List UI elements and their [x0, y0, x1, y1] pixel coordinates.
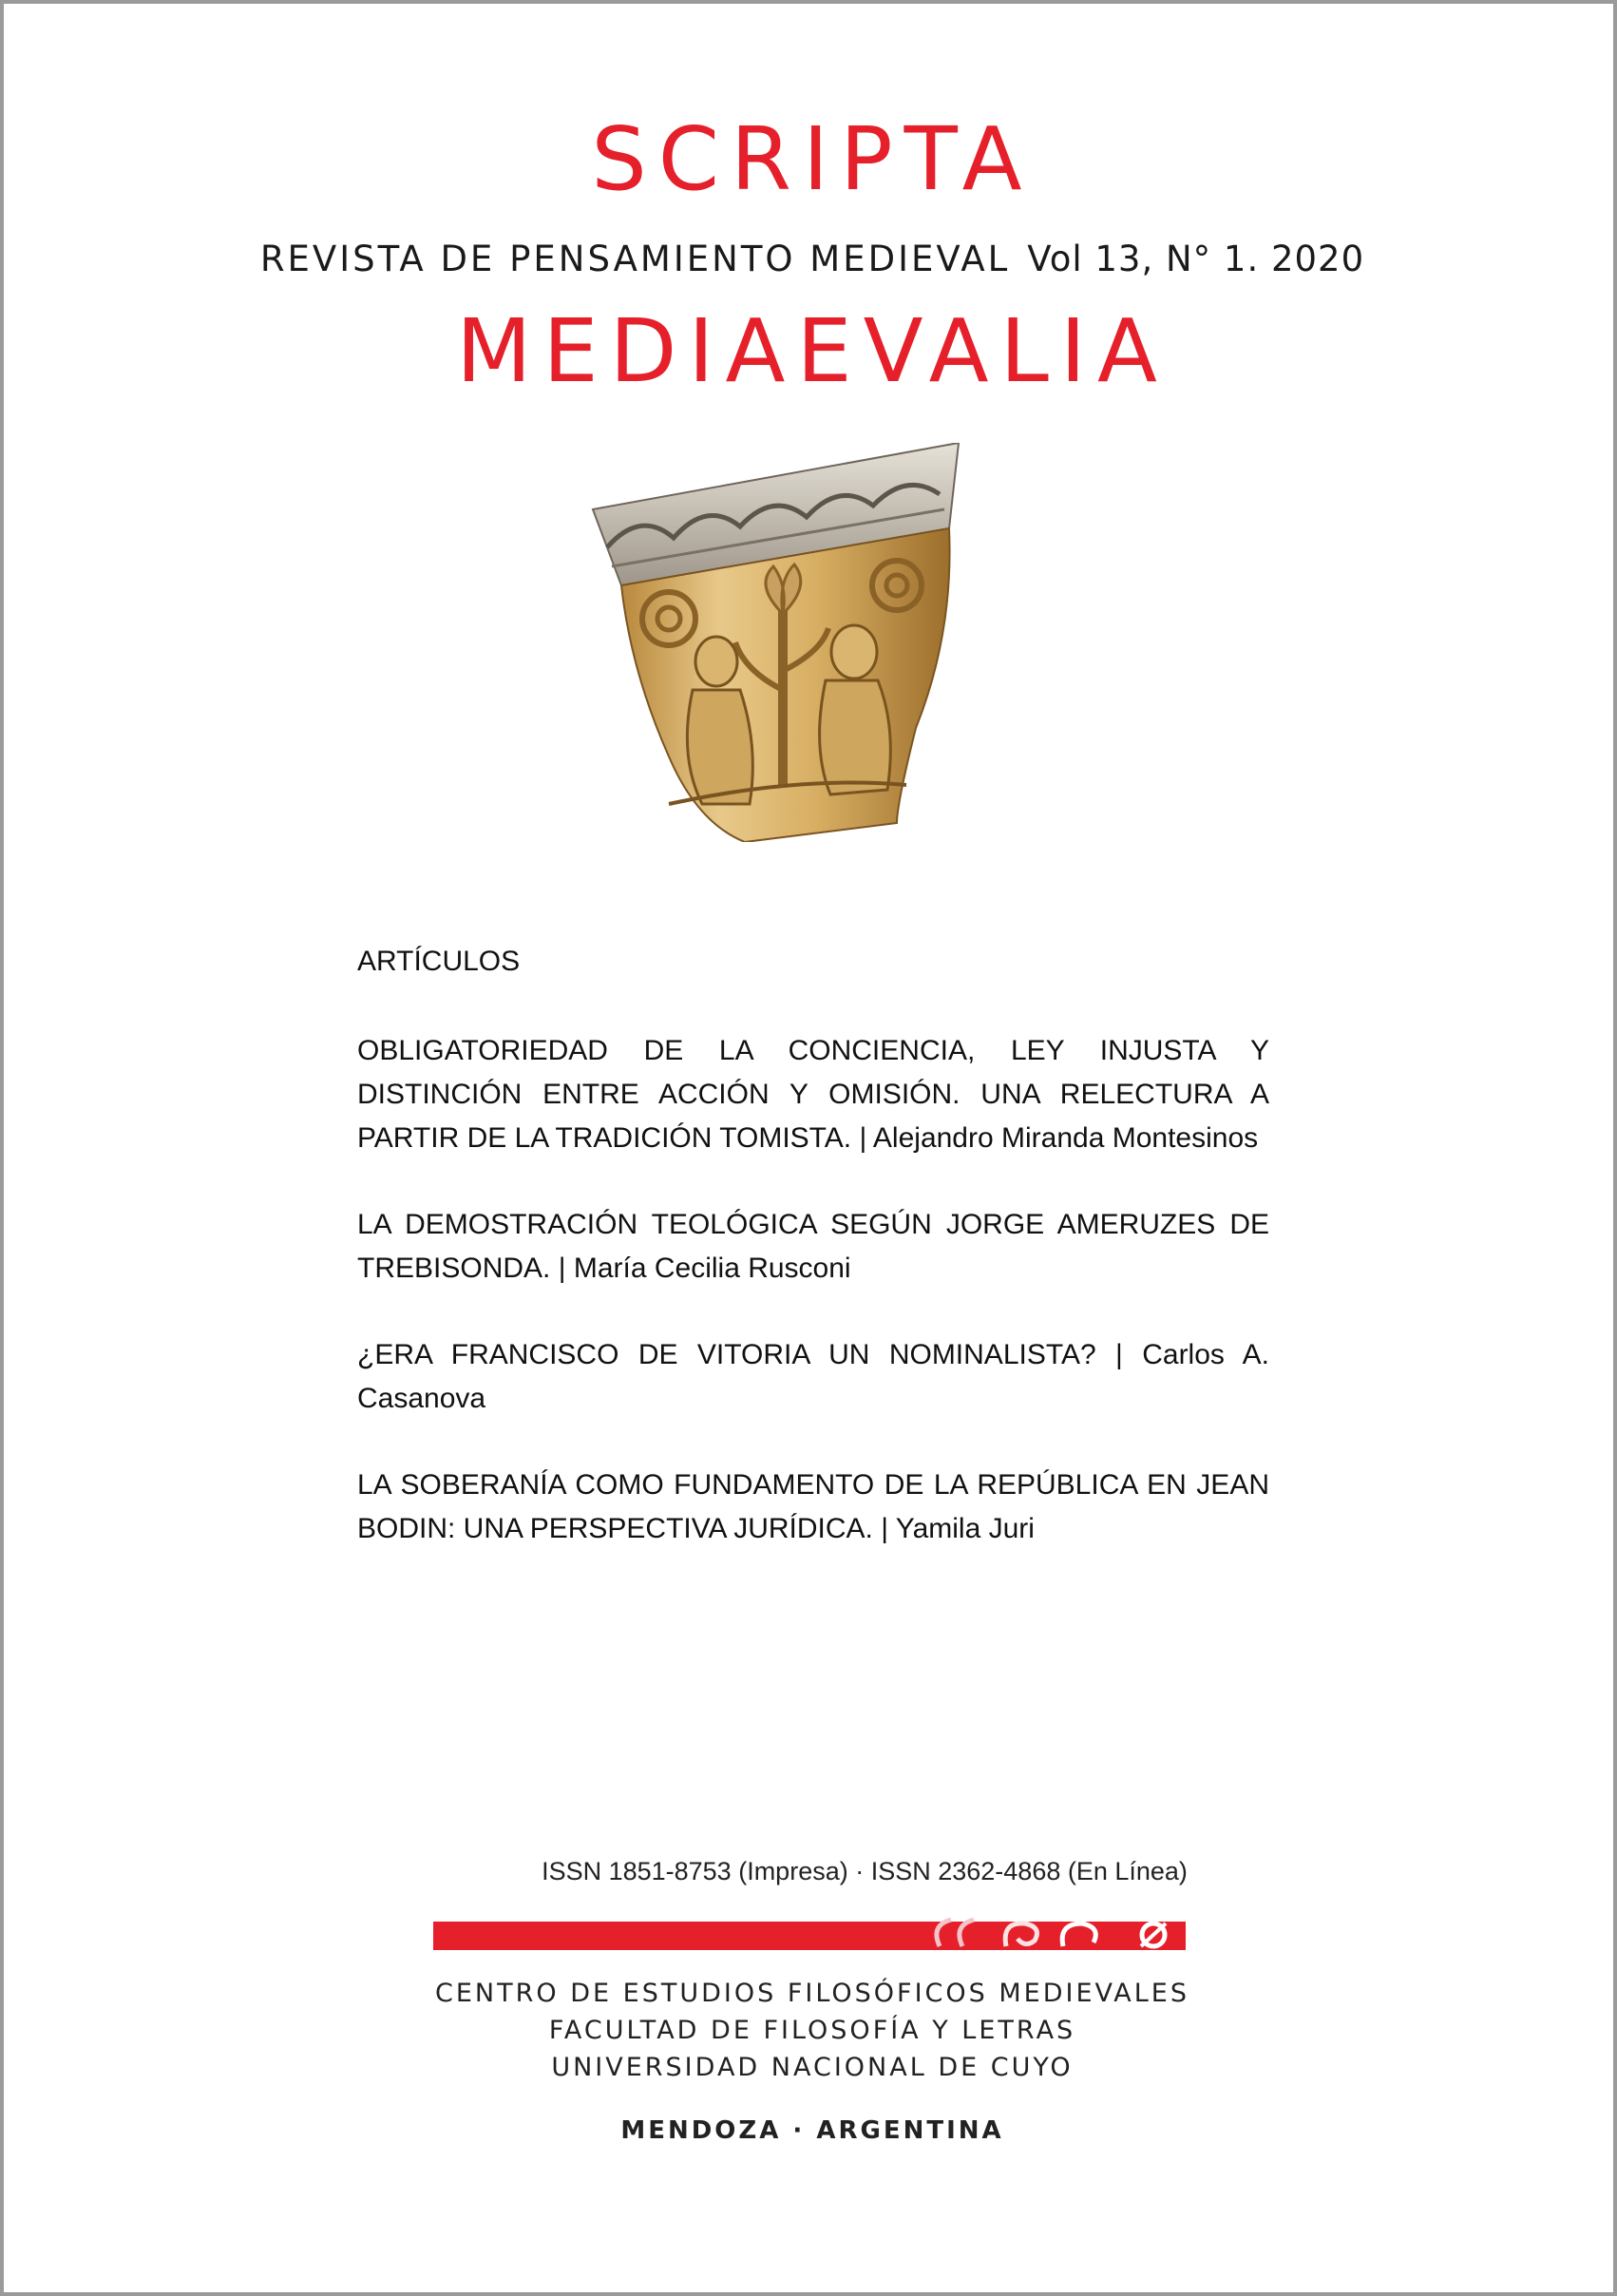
city-country: MENDOZA · ARGENTINA [620, 2116, 1004, 2145]
article-entry: LA SOBERANÍA COMO FUNDAMENTO DE LA REPÚBLICA EN JEAN BODIN: UNA PERSPECTIVA JURÍDICA. | Yamila Juri [357, 1469, 1269, 1544]
institution-line: FACULTAD DE FILOSOFÍA Y LETRAS [548, 2016, 1076, 2045]
journal-title-line-2: MEDIAEVALIA [456, 300, 1169, 402]
issn-line: ISSN 1851-8753 (Impresa) · ISSN 2362-4868 (En Línea) [542, 1857, 1188, 1885]
institution-line: CENTRO DE ESTUDIOS FILOSÓFICOS MEDIEVALES [435, 1979, 1189, 2008]
volume-label: Vol 13, N° 1. 2020 [1027, 239, 1365, 279]
institution-block [4, 1975, 1617, 2086]
journal-subtitle-row [4, 241, 1617, 277]
romanesque-capital-illustration [583, 443, 963, 842]
article-entry: ¿ERA FRANCISCO DE VITORIA UN NOMINALISTA? | Carlos A. Casanova [357, 1339, 1269, 1414]
section-heading: ARTÍCULOS [357, 946, 521, 977]
article-entry: OBLIGATORIEDAD DE LA CONCIENCIA, LEY INJUSTA Y DISTINCIÓN ENTRE ACCIÓN Y OMISIÓN. UNA RELECTURA A PARTIR DE LA TRADICIÓN TOMISTA. | Alejandro Miranda Montesinos [357, 1035, 1269, 1154]
swirl-ornament-icon [921, 1912, 1187, 1950]
journal-title-line-1: SCRIPTA [591, 108, 1034, 210]
article-entry: LA DEMOSTRACIÓN TEOLÓGICA SEGÚN JORGE AMERUZES DE TREBISONDA. | María Cecilia Rusconi [357, 1209, 1269, 1284]
table-of-contents [357, 940, 1269, 1594]
institution-line: UNIVERSIDAD NACIONAL DE CUYO [551, 2053, 1074, 2082]
journal-subtitle: REVISTA DE PENSAMIENTO MEDIEVAL [259, 239, 1011, 279]
